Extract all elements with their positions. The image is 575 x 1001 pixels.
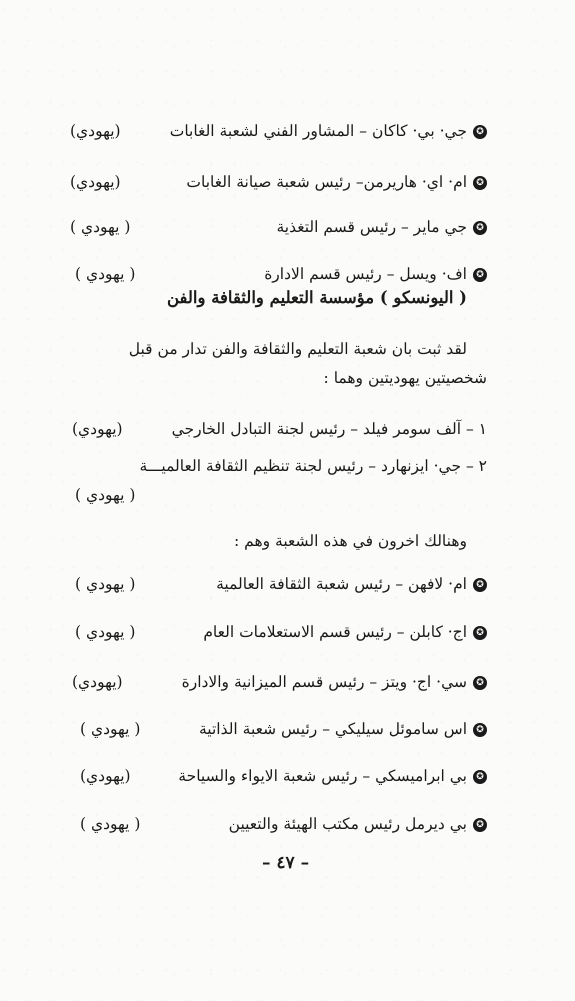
star-bullet-icon: ✪ xyxy=(473,125,487,139)
star-bullet-icon: ✪ xyxy=(473,818,487,832)
entry-tag: (يهودي) xyxy=(70,173,121,191)
numbered-item xyxy=(72,417,487,441)
list-item xyxy=(75,572,487,596)
entry-name: اس ساموئل سيليكي – رئيس شعبة الذاتية xyxy=(198,720,467,738)
star-bullet-icon: ✪ xyxy=(473,268,487,282)
entry-name: ام· لافهن – رئيس شعبة الثقافة العالمية xyxy=(216,575,467,593)
entry-tag: (يهودي) xyxy=(80,767,131,785)
entry-name: جي ماير – رئيس قسم التغذية xyxy=(276,218,467,236)
intro-line-1: لقد ثبت بان شعبة التعليم والثقافة والفن تدار من قبل xyxy=(128,340,467,358)
list-item xyxy=(70,170,487,194)
list-item xyxy=(80,717,487,741)
star-bullet-icon: ✪ xyxy=(473,723,487,737)
page-number: – ٤٧ – xyxy=(262,853,310,873)
list-item xyxy=(70,215,487,239)
entry-tag: ( يهودي ) xyxy=(80,815,141,833)
entry-tag: (يهودي) xyxy=(72,420,123,438)
entry-name: بي ابراميسكي – رئيس شعبة الايواء والسياحة xyxy=(178,767,467,785)
star-bullet-icon: ✪ xyxy=(473,578,487,592)
intro-line-2: شخصيتين يهوديتين وهما : xyxy=(323,369,487,387)
section-title: ( اليونسكو ) مؤسسة التعليم والثقافة والفن xyxy=(166,288,467,307)
list-item xyxy=(75,262,487,286)
entry-name: سي· اج· ويتز – رئيس قسم الميزانية والادارة xyxy=(181,673,467,691)
list-item xyxy=(75,620,487,644)
star-bullet-icon: ✪ xyxy=(473,676,487,690)
list-item xyxy=(80,812,487,836)
entry-tag: (يهودي) xyxy=(70,122,121,140)
star-bullet-icon: ✪ xyxy=(473,626,487,640)
entry-name: اج· كابلن – رئيس قسم الاستعلامات العام xyxy=(203,623,467,641)
list-item xyxy=(72,670,487,694)
entry-tag: ( يهودي ) xyxy=(80,720,141,738)
entry-name: اف· ويسل – رئيس قسم الادارة xyxy=(264,265,467,283)
entry-tag: ( يهودي ) xyxy=(75,265,136,283)
numbered-item-2-tag: ( يهودي ) xyxy=(75,486,136,504)
entry-tag: ( يهودي ) xyxy=(75,575,136,593)
star-bullet-icon: ✪ xyxy=(473,770,487,784)
numbered-item-2-text: ٢ – جي· ايزنهارد – رئيس لجنة تنظيم الثقافة العالميـــة xyxy=(139,457,487,475)
star-bullet-icon: ✪ xyxy=(473,221,487,235)
entry-name: ام· اي· هاريرمن– رئيس شعبة صيانة الغابات xyxy=(186,173,467,191)
entry-name: جي· بي· كاكان – المشاور الفني لشعبة الغابات xyxy=(169,122,467,140)
entry-tag: (يهودي) xyxy=(72,673,123,691)
entry-tag: ( يهودي ) xyxy=(70,218,131,236)
others-line: وهنالك اخرون في هذه الشعبة وهم : xyxy=(234,532,467,550)
entry-tag: ( يهودي ) xyxy=(75,623,136,641)
star-bullet-icon: ✪ xyxy=(473,176,487,190)
list-item xyxy=(70,119,487,143)
list-item xyxy=(80,764,487,788)
numbered-item-text: ١ – آلف سومر فيلد – رئيس لجنة التبادل الخارجي xyxy=(171,420,487,438)
entry-name: بي ديرمل رئيس مكتب الهيئة والتعيين xyxy=(228,815,467,833)
